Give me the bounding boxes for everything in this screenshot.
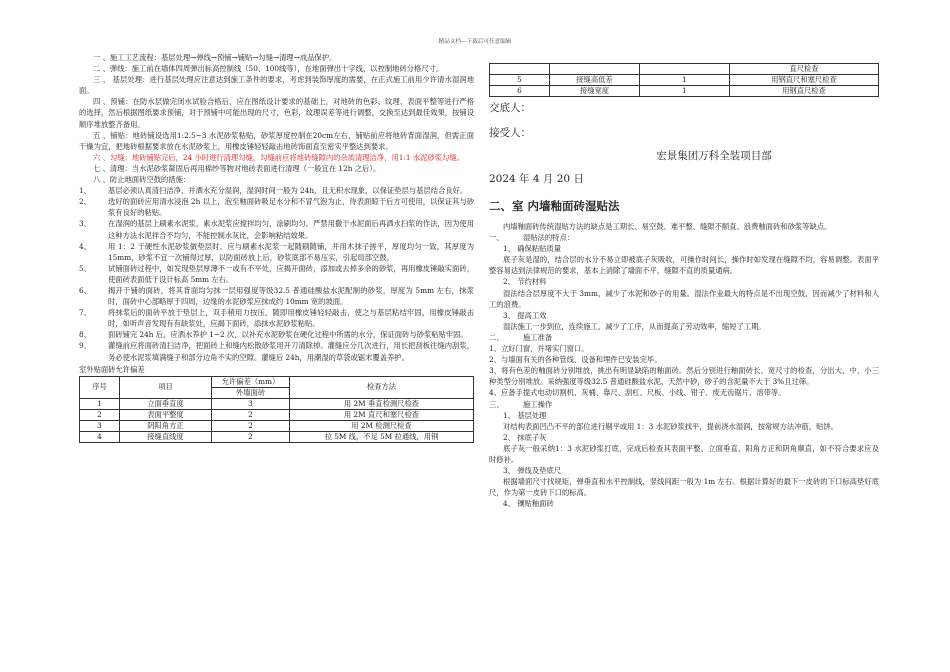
date: 2024 年 4 月 20 日 (489, 173, 584, 185)
subheading: 3、 弹线及垫底尺 (503, 466, 562, 476)
body-paragraph: 湿法结合层厚度不大于 3mm，减少了水泥和砂子的用量。湿法作业最大的特点是不出现空鼓，因而减少了材料和人工的浪费。 (489, 288, 879, 309)
company-name: 宏景集团万科全装项目部 (656, 150, 772, 162)
header-method: 检查方法 (290, 376, 474, 398)
header-no: 序号 (80, 376, 120, 398)
prep-item: 4、应备手提式电动切割机、灰桶、靠尺、刮杠、尺板、小线、钳子、废无齿锯片、溶带等。 (489, 388, 786, 398)
prep-item: 2、与墙面有关的各种管线、设备和埋件已安装完毕。 (489, 355, 662, 365)
body-paragraph: 底子灰一般采纳1：3 水泥砂浆打底，完成后检查其表面平整、立面垂直、阳角方正和阴角顺直，如不符合要求应及时修补。 (489, 443, 879, 464)
section-heading: 一、 湿贴法的特点： (489, 233, 575, 243)
pre-lay-paragraph: 四 、预铺：在防水层做完闭水试验合格后，应在图纸设计要求的基础上，对地砖的色彩、纹理、表面平整等进行严格的选择，然后根据图纸要求预铺，对于预铺中可能出现的尺寸，色彩，纹理误差等进行调整，交换至达到最佳效果，按铺设顺序堆放整齐备用。 (79, 97, 474, 129)
base-paragraph: 三 、 基层处理：进行基层处理应注意达到施工条件的要求，考虑到装饰厚度的需要，在正式施工前用少许清水湿润地面。 (79, 75, 474, 96)
table-row: 2 表面平整度 2 用 2M 直尺和塞尺检查 (80, 409, 474, 420)
table-title: 室外贴面砖允许偏差 (79, 364, 145, 374)
intro-paragraph: 内墙釉面砖传统湿贴方法的缺点是工期长、易空鼓、难平整、缝隙不顺直、浪费釉面砖和砂浆等缺点。 (503, 222, 832, 231)
section-heading: 三、 施工操作 (489, 399, 553, 409)
list-item: 4、 用 1：2 干硬性水泥砂浆做垫层时，应与刷素水泥浆一起随刷随铺，并用木抹子搓平，厚度均匀一致，其厚度为 15mm，砂浆不宜一次铺得过厚，以防面砖放上后，砂浆底部不易压实，引起局部空鼓。 (79, 241, 474, 262)
section-title: 二、室 内墙釉面砖湿贴法 (489, 199, 620, 213)
table-row: 1 立面垂直度 3 用 2M 垂直检测尺检查 (80, 398, 474, 409)
prep-item: 1、立好门窗，并堵实门窗口。 (489, 344, 589, 354)
laying-paragraph: 五 、铺贴：地砖铺设选用1:2.5~3 水泥砂浆粘贴，砂浆厚度控制在20cm左右，铺贴前应将地砖背面湿润，但需正面干燥为宜，把地砖根据要求放在水泥砂浆上，用橡皮锤轻轻敲击地砖饰面直至密实平整达到要求。 (79, 130, 474, 151)
grouting-paragraph: 六 、勾缝：地砖铺贴完后，24 小时进行清理勾缝，勾缝前应将地砖缝隙内的杂质清理洁净，用1:1 水泥砂浆勾缝。 (93, 152, 464, 162)
table-row: 3 阴阳角方正 2 用 2M 检测尺检查 (80, 420, 474, 431)
right-column (489, 63, 879, 509)
table-row: 4 接缝直线度 2 拉 5M 线，不足 5M 拉通线，用钢 (80, 431, 474, 442)
subheading: 2、 抹底子灰 (503, 432, 547, 442)
left-column (79, 52, 474, 443)
list-item: 1、 基层必须认真清扫洁净，并洒水充分湿润，湿润时间一般为 24h，且无积水现象，以保证垫层与基层结合良好。 (79, 186, 468, 196)
list-item: 2、 选好的面砖应用清水浸泡 2h 以上，泡至釉面砖吸足水分和不冒气泡为止，待表面晾干后方可使用，以保证其与砂浆有良好的粘贴。 (79, 197, 474, 218)
list-item: 5、 试铺面砖过程中，如发现垫层厚薄不一或有不平处，应揭开面砖，添加或去掉多余的砂浆，再用橡皮锤敲实面砖，使面砖表面低于设计标高 5mm 左右。 (79, 263, 474, 284)
tolerance-table (79, 376, 474, 443)
header-item: 项目 (120, 376, 212, 398)
list-item: 7、 将抹浆后的面砖平放于垫层上，双手稍用力按压，随即用橡皮锤轻轻敲击，使之与基层粘结牢固，用橡皮锤敲击时，如听声音发现有有缺浆处，应揭下面砖，添抹水泥砂浆粘贴。 (79, 308, 474, 329)
table-row: 直尺检查 (490, 64, 879, 75)
header-deviation: 允许偏差（mm） (212, 376, 290, 387)
page-header: 精品文档---下载后可任意编辑 (438, 39, 512, 45)
prep-item: 3、将有色差的釉面砖分别堆放，挑出有明显缺陷的釉面砖。然后分别进行釉面砖长、宽尺寸的检查，分出大、中、小三种类型分别堆放。采纳强度等级32.5 普通硅酸盐水泥、天然中砂，砂子的含泥量不大于 3%且过筛。 (489, 366, 879, 387)
subheading: 1、 确保粘贴质量 (503, 244, 562, 254)
handover-label: 交底人： (489, 102, 531, 114)
subheading: 2、 节约材料 (503, 277, 547, 287)
body-paragraph: 根据墙面尺寸找规矩，弹垂直和水平控制线，竖线间距一般为 1m 左右。根据计算好的最下一皮砖的下口标高垫好底尺，作为第一皮砖下口的标高。 (489, 477, 879, 498)
line-paragraph: 二 、弹线：施工前在墙体四周弹出标高控制线（50、100线等），在地面弹出十字线，以控制地砖分格尺寸。 (93, 64, 444, 74)
measures-heading: 八 、防止地面砖空鼓的措施： (93, 175, 191, 185)
list-item: 9、 灌缝前应将面砖清扫洁净，把面砖上和缝内松散砂浆用开刀清除掉。灌缝应分几次进行，用长把刮板往缝内刮浆，务必使水泥浆填满缝子和部分边角不实的空隙。灌缝后 24h，用潮湿的草袋或锯末覆盖养护。 (79, 341, 474, 362)
process-paragraph: 一 、施工工艺流程：基层处理→弹线→预铺→铺贴→勾缝→清理→成品保护。 (93, 53, 337, 62)
section-heading: 二、 施工准备 (489, 332, 553, 342)
table-header-row (80, 376, 474, 387)
list-item: 3、 在湿润的基层上刷素水泥浆，素水泥浆应搅拌均匀，涂刷均匀。严禁用撒干水泥面后再洒水扫浆的作法，因为使用这种方法水泥拌合不均匀，不能控制水灰比，会影响粘结效果。 (79, 219, 474, 240)
table-row: 6 接缝宽度 1 用钢直尺检查 (490, 86, 879, 97)
tolerance-table-continued (489, 63, 879, 97)
receiver-label: 接受人： (489, 127, 531, 139)
list-item: 6、 揭开干铺的面砖，将其背面均匀抹一层用强度等级32.5 普通硅酸盐水泥配制的砂浆，厚度为 5mm 左右，抹浆时，面砖中心部略厚于四周，边缘的水泥砂浆应抹成约 10mm 宽的坡面。 (79, 285, 474, 307)
body-paragraph: 底子灰是湿的，结合层的水分不易立即被底子灰吸收，可操作时间长，操作时如发现在缝隙不均，容易调整。表面平整容易达到法律规范的要求，基本上消除了墙面不平，缝隙不直的质量通病。 (489, 255, 879, 276)
list-item: 8、 面砖铺完 24h 后，应洒水养护 1~2 次，以补充水泥砂浆在硬化过程中所需的水分，保证面砖与砂浆粘贴牢固。 (79, 330, 468, 340)
table-row: 5 接缝高低差 1 用钢直尺和塞尺检查 (490, 75, 879, 86)
subheading: 4、 镶贴釉面砖 (503, 499, 554, 509)
body-paragraph: 对结构表面凹凸不平的部位进行剔平或用 1：3 水泥砂浆找平，提前浇水湿润，按常规方法冲筋，贴饼。 (503, 421, 838, 431)
cleaning-paragraph: 七 、清理：当水泥砂浆凝固后再用棉纱等物对地砖表面进行清理（一般宜在 12h 之后）。 (93, 163, 381, 173)
body-paragraph: 湿法施工一步到位，连续施工，减少了工序，从而提高了劳动效率，缩短了工期。 (503, 321, 766, 331)
header-sub: 外墙面砖 (212, 387, 290, 398)
subheading: 3、 提高工效 (503, 310, 547, 320)
subheading: 1、 基层处理 (503, 410, 547, 420)
